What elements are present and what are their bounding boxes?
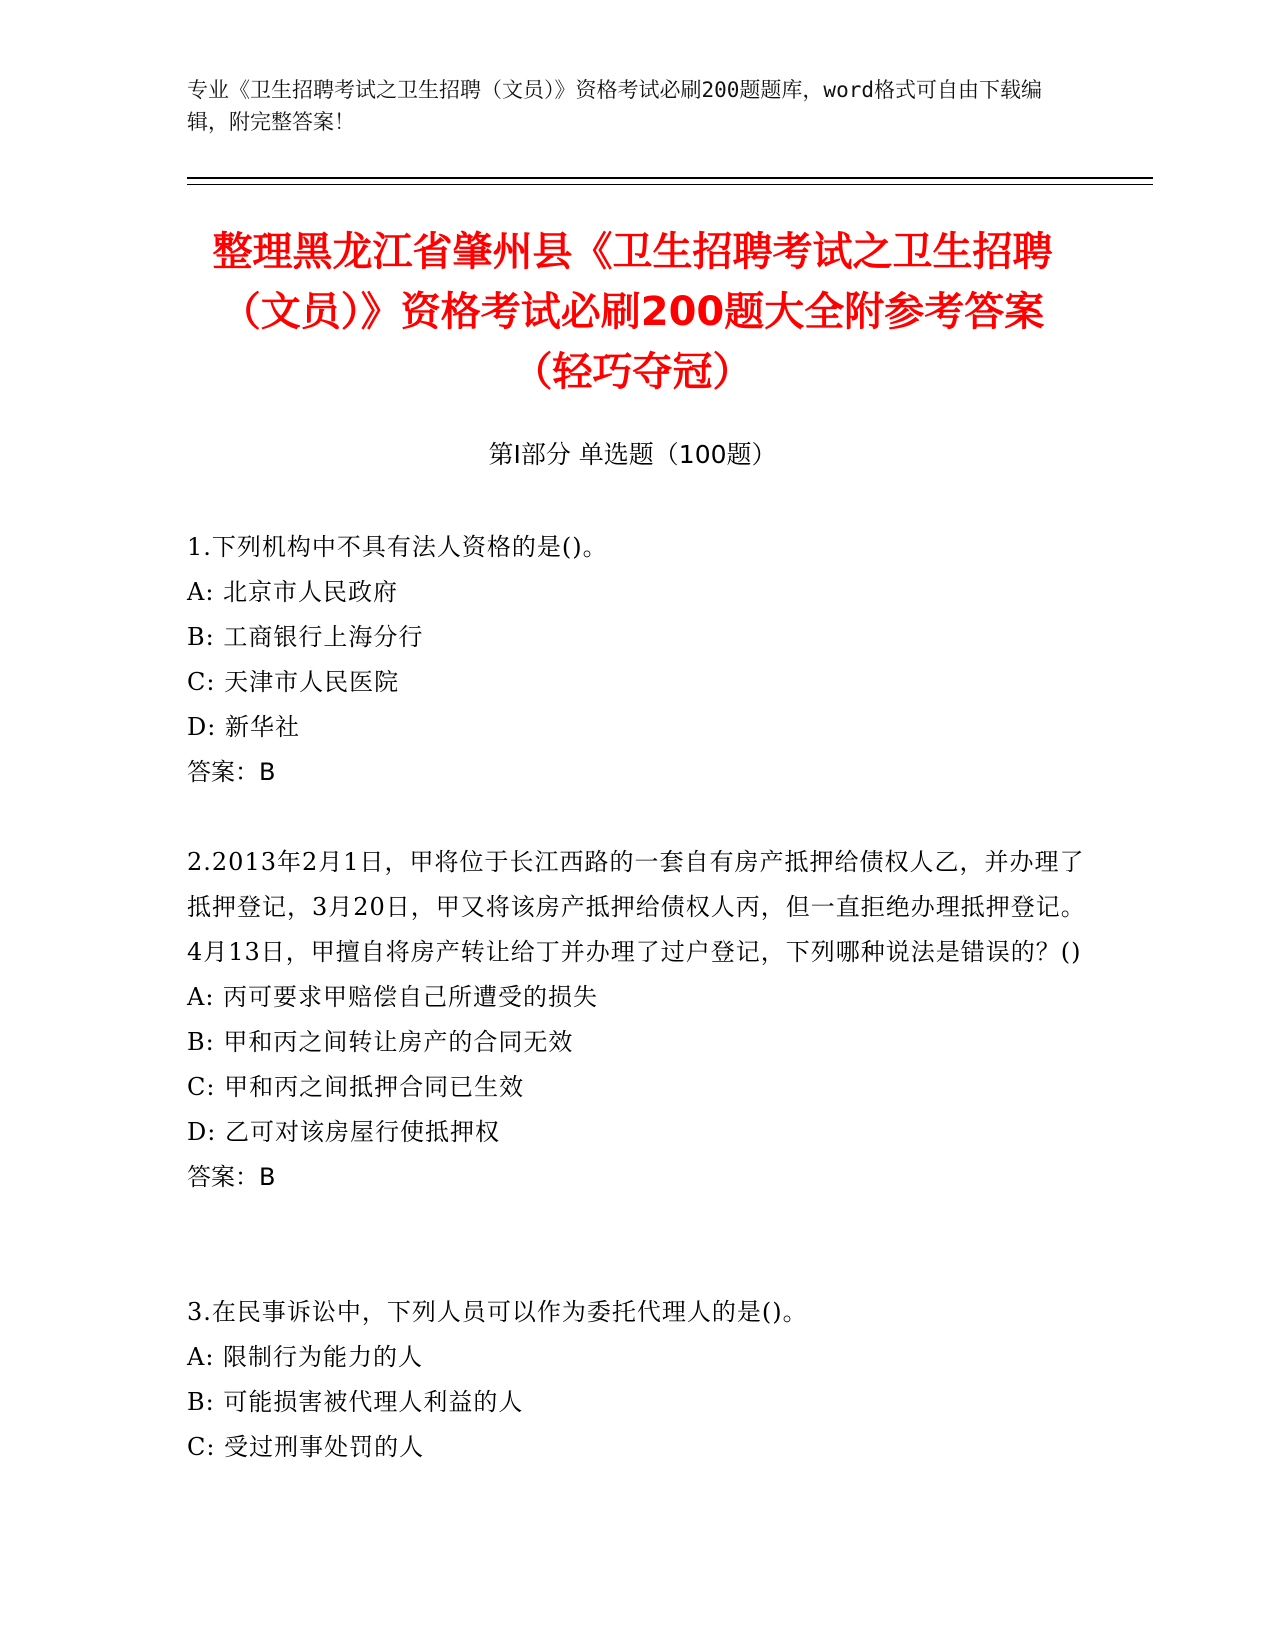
option-c: C: 甲和丙之间抵押合同已生效 [187,1073,525,1101]
option-b: B: 可能损害被代理人利益的人 [187,1388,524,1416]
header-note: 专业《卫生招聘考试之卫生招聘（文员）》资格考试必刷200题题库，word格式可自由下载编辑，附完整答案！ [187,78,1042,134]
option-a: A: 限制行为能力的人 [187,1343,424,1371]
option-b: B: 甲和丙之间转让房产的合同无效 [187,1028,574,1056]
section-heading: 第Ⅰ部分 单选题（100题） [488,440,777,469]
question-block [187,1290,1087,1470]
question-block [187,840,1087,1200]
document-title: 整理黑龙江省肇州县《卫生招聘考试之卫生招聘（文员）》资格考试必刷200题大全附参考答案（轻巧夺冠） [212,229,1053,395]
question-stem: 1.下列机构中不具有法人资格的是()。 [187,533,608,561]
option-d: D: 乙可对该房屋行使抵押权 [187,1118,500,1146]
option-a: A: 丙可要求甲赔偿自己所遭受的损失 [187,983,599,1011]
option-c: C: 受过刑事处罚的人 [187,1433,425,1461]
question-stem: 3.在民事诉讼中，下列人员可以作为委托代理人的是()。 [187,1298,808,1326]
question-stem: 2.2013年2月1日，甲将位于长江西路的一套自有房产抵押给债权人乙，并办理了抵押登记，3月20日，甲又将该房产抵押给债权人丙，但一直拒绝办理抵押登记。4月13日，甲擅自将房产转让给丁并办理了过户登记，下列哪种说法是错误的？() [187,848,1086,966]
option-c: C: 天津市人民医院 [187,668,400,696]
header-divider-thick [187,177,1153,179]
answer-line: 答案：B [187,1163,276,1191]
option-d: D: 新华社 [187,713,300,741]
question-block [187,525,1087,795]
answer-line: 答案：B [187,758,276,786]
option-a: A: 北京市人民政府 [187,578,399,606]
option-b: B: 工商银行上海分行 [187,623,424,651]
header-divider-thin [187,184,1153,185]
